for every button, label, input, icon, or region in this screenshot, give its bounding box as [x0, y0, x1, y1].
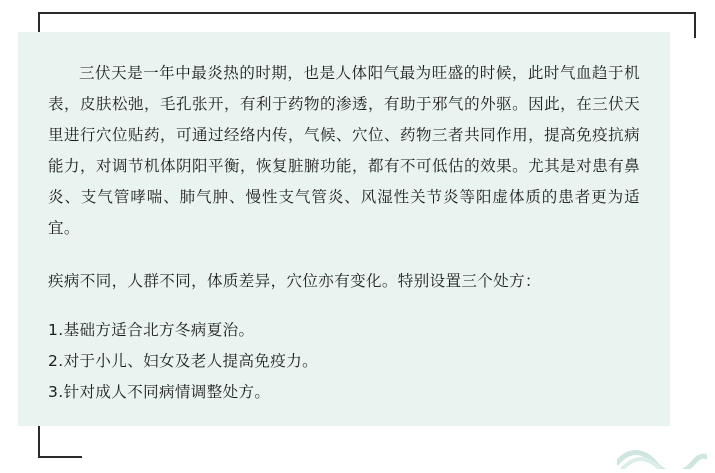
paragraph-spacer — [48, 244, 640, 266]
wave-decoration-icon — [617, 443, 707, 469]
paragraph-prescription-intro: 疾病不同，人群不同，体质差异，穴位亦有变化。特别设置三个处方： — [48, 272, 541, 290]
frame-bottom-rule — [38, 456, 82, 458]
list-item: 2.对于小儿、妇女及老人提高免疫力。 — [48, 352, 318, 370]
list-spacer — [48, 297, 640, 315]
frame-top-right-rule — [694, 12, 696, 38]
content-card — [18, 32, 670, 426]
list-item: 1.基础方适合北方冬病夏治。 — [48, 321, 255, 339]
paragraph-intro: 三伏天是一年中最炎热的时期，也是人体阳气最为旺盛的时候，此时气血趋于机表，皮肤松弛，毛孔张开，有利于药物的渗透，有助于邪气的外驱。因此，在三伏天里进行穴位贴药，可通过经络内传，气候、穴位、药物三者共同作用，提高免疫抗病能力，对调节机体阴阳平衡，恢复脏腑功能，都有不可低估的效果。尤其是对患有鼻炎、支气管哮喘、肺气肿、慢性支气管炎、风湿性关节炎等阳虚体质的患者更为适宜。 — [48, 64, 640, 237]
list-item: 3.针对成人不同病情调整处方。 — [48, 383, 271, 401]
frame-top-rule — [38, 12, 696, 14]
